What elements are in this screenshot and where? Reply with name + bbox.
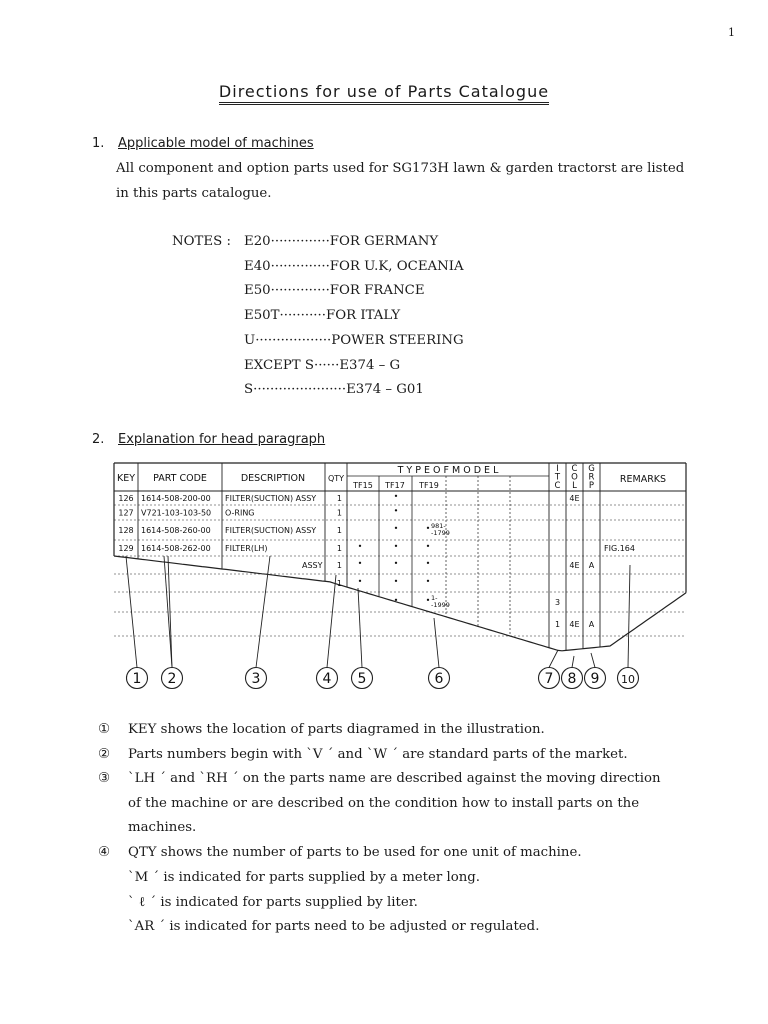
callout-number: 4 [322, 671, 332, 687]
header-type-of-model: T Y P E O F M O D E L [397, 465, 499, 476]
row-description: FILTER(SUCTION) ASSY [225, 526, 317, 535]
row-grp: A [588, 561, 595, 570]
header-col-letter: C [571, 464, 578, 474]
callout-leader-line [327, 575, 336, 668]
row-key: 128 [118, 526, 134, 535]
row-qty: 1 [336, 544, 342, 553]
row-model-mark: • [393, 559, 399, 568]
header-remarks: REMARKS [619, 474, 667, 485]
callout-leader-line [591, 653, 595, 668]
row-qty: 1 [336, 561, 342, 570]
row-model-mark: • [393, 577, 399, 586]
callout-leader-line [434, 618, 439, 668]
row-model-mark: • [425, 559, 431, 568]
explanation-marker: ④ [98, 845, 110, 860]
row-model-mark: • [357, 542, 363, 551]
row-itc: 1 [554, 620, 561, 629]
row-col: 4E [569, 620, 580, 629]
row-grp: A [588, 620, 595, 629]
header-itc-letter: C [554, 481, 561, 491]
note-item: S······················E374 – G01 [244, 382, 424, 398]
header-col-letter: O [571, 472, 578, 483]
section-2-heading: 2. Explanation for head paragraph [92, 432, 326, 447]
section-1-heading: 1. Applicable model of machines [92, 136, 314, 151]
explanation-marker: ② [98, 746, 110, 762]
row-itc: 3 [554, 598, 561, 607]
row-part-code: 1614-508-200-00 [141, 494, 211, 503]
row-model-mark: • [393, 524, 399, 533]
page-number: 1 [728, 26, 735, 39]
callout-number: 3 [251, 671, 261, 687]
explanation-line: of the machine or are described on the condition how to install parts on the [128, 795, 640, 811]
callout-number: 9 [590, 671, 600, 687]
row-model-mark: • [393, 506, 399, 516]
callout-number: 7 [544, 671, 554, 687]
explanation-line: ˋM ˊ is indicated for parts supplied by a meter long. [128, 869, 481, 885]
section-1-body: All component and option parts used for SG173H lawn & garden tractorst are listed in this parts catalogue. [116, 161, 685, 201]
header-col-letter: L [572, 481, 577, 491]
note-item: E50T···········FOR ITALY [244, 308, 401, 324]
row-part-code: 1614-508-262-00 [141, 544, 211, 553]
callout-number: 10 [621, 673, 635, 686]
row-qty: 1 [336, 508, 342, 518]
row-model-mark: • [425, 542, 431, 551]
row-description: FILTER(LH) [225, 544, 268, 553]
header-grp-letter: P [588, 481, 595, 491]
note-item: U··················POWER STEERING [244, 332, 464, 348]
row-col: 4E [569, 561, 580, 570]
explanation-line: ˋLH ˊ and ˋRH ˊ on the parts name are described against the moving direction [128, 771, 661, 787]
row-serial-note: -1799 [431, 529, 450, 537]
row-part-code: V721-103-103-50 [141, 508, 212, 518]
row-serial-note: 981- [431, 522, 446, 530]
row-model-mark: • [425, 577, 431, 586]
row-col: 4E [569, 494, 580, 503]
callout-number: 5 [357, 671, 367, 687]
page-title: Directions for use of Parts Catalogue [0, 82, 768, 101]
note-item: E40··············FOR U.K, OCEANIA [244, 258, 464, 274]
header-part-code: PART CODE [153, 473, 207, 484]
row-key: 129 [118, 544, 134, 553]
callout-number: 1 [132, 671, 142, 687]
row-description: FILTER(SUCTION) ASSY [225, 494, 317, 503]
header-model-tf15: TF15 [353, 481, 373, 490]
explanation-line: ˋAR ˊ is indicated for parts need to be adjusted or regulated. [128, 918, 540, 934]
note-item: EXCEPT S······E374 – G [244, 357, 401, 373]
explanation-line: QTY shows the number of parts to be used for one unit of machine. [128, 845, 582, 860]
explanation-line: Parts numbers begin with ˋV ˊ and ˋW ˊ are standard parts of the market. [128, 746, 628, 762]
row-model-mark: • [393, 542, 399, 551]
notes-label: NOTES : [172, 234, 231, 249]
callout-leader-line [549, 650, 558, 668]
callout-number: 2 [167, 671, 177, 687]
row-qty: 1 [336, 494, 342, 503]
header-itc-letter: I [556, 464, 559, 474]
note-item: E50··············FOR FRANCE [244, 283, 425, 299]
header-key: KEY [116, 473, 136, 484]
header-grp-letter: G [588, 464, 595, 474]
callout-leader-line [572, 656, 574, 668]
row-serial-note: 1- [431, 594, 438, 602]
row-qty: 1 [336, 579, 342, 588]
explanation-marker: ③ [98, 771, 110, 787]
row-model-mark: • [425, 524, 431, 533]
row-description: ASSY [302, 561, 323, 570]
row-model-mark: • [425, 596, 431, 605]
header-description: DESCRIPTION [240, 473, 306, 484]
explanation-marker: ① [98, 722, 110, 737]
header-grp-letter: R [588, 472, 595, 483]
row-qty: 1 [336, 526, 342, 535]
explanation-line: machines. [128, 820, 197, 836]
header-itc-letter: T [554, 472, 561, 483]
note-item: E20··············FOR GERMANY [244, 234, 439, 249]
row-key: 126 [118, 494, 134, 503]
callout-leader-line [358, 588, 362, 668]
row-serial-note: -1999 [431, 601, 450, 609]
header-qty: QTY [327, 474, 345, 483]
header-model-tf17: TF17 [385, 481, 405, 490]
row-model-mark: • [357, 559, 363, 568]
row-part-code: 1614-508-260-00 [141, 526, 211, 535]
row-key: 127 [118, 508, 134, 518]
explanation-line: KEY shows the location of parts diagramed in the illustration. [128, 722, 545, 737]
row-remarks: FIG.164 [604, 544, 635, 553]
callout-number: 8 [567, 671, 577, 687]
row-model-mark: • [393, 596, 399, 605]
row-description: O-RING [225, 508, 255, 518]
row-model-mark: • [393, 492, 399, 501]
header-model-tf19: TF19 [419, 481, 439, 490]
explanation-line: ˋ ℓ ˊ is indicated for parts supplied by liter. [128, 895, 418, 911]
row-model-mark: • [357, 577, 363, 586]
callout-number: 6 [434, 671, 444, 687]
callout-leader-line [628, 565, 630, 668]
